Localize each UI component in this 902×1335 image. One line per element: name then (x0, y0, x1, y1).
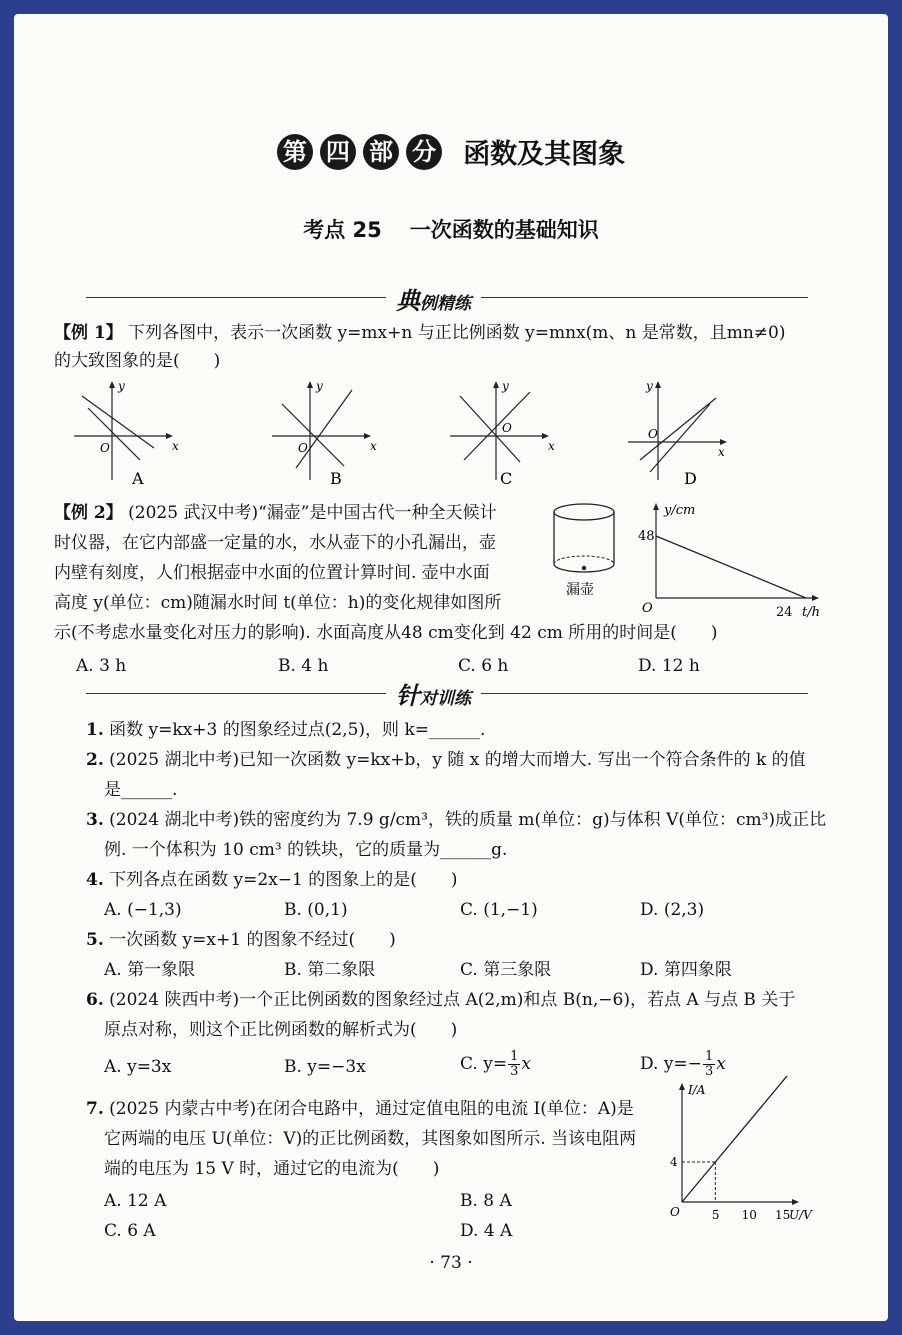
graph-d-x-label: x (718, 445, 725, 459)
vessel-label: 漏壶 (566, 582, 594, 598)
question-4-option-d: D. (2,3) (640, 900, 705, 920)
graph-d-y-arrow (655, 381, 661, 388)
section-label-rest: 例精练 (420, 294, 471, 314)
question-7-number: 7. (86, 1099, 104, 1119)
iu-chart-x-tick-15: 15 (775, 1208, 791, 1222)
question-3-text-1: (2024 湖北中考)铁的密度约为 7.9 g/cm³，铁的质量 m(单位：g)与体积 V(单位：cm³)成正比 (109, 810, 827, 830)
fraction-denominator: 3 (510, 1064, 519, 1079)
iu-chart-y-label: I/A (688, 1083, 706, 1097)
graph-c-option-label: C (500, 469, 513, 488)
graph-c-x-label: x (548, 439, 555, 453)
water-chart-y-label: y/cm (664, 503, 696, 518)
fraction-numerator: 1 (510, 1049, 519, 1064)
iu-chart-y-tick-4: 4 (670, 1155, 678, 1169)
question-4-option-b: B. (0,1) (284, 900, 348, 920)
example-1-tag: 【例 1】 (54, 323, 123, 343)
question-6-line-2: 原点对称，则这个正比例函数的解析式为( ) (104, 1020, 458, 1040)
page-number: · 73 · (429, 1253, 473, 1273)
water-chart-x-label: t/h (802, 605, 820, 620)
question-6-option-c-var: x (521, 1054, 531, 1074)
question-4-number: 4. (86, 870, 104, 890)
question-5-number: 5. (86, 930, 104, 950)
question-6-text-1: (2024 陕西中考)一个正比例函数的图象经过点 A(2,m)和点 B(n,−6)，若点 A 与点 B 关于 (109, 990, 796, 1010)
question-4-text: 下列各点在函数 y=2x−1 的图象上的是( ) (109, 870, 458, 890)
question-6-option-b: B. y=−3x (284, 1057, 366, 1077)
question-7-line-2: 它两端的电压 U(单位：V)的正比例函数，其图象如图所示. 当该电阻两 (104, 1129, 637, 1149)
question-2-line-1 (86, 749, 806, 771)
part-name: 函数及其图象 (463, 139, 626, 170)
current-voltage-chart (664, 1076, 814, 1226)
example-2-option-b: B. 4 h (278, 656, 329, 676)
iu-chart-x-tick-10: 10 (741, 1208, 757, 1222)
example-2-line-4: 高度 y(单位：cm)随漏水时间 t(单位：h)的变化规律如图所 (54, 593, 502, 613)
question-2-number: 2. (86, 750, 104, 770)
water-chart-y-arrow (653, 503, 659, 510)
part-title (14, 132, 888, 171)
example-2-line-1 (54, 502, 496, 524)
graph-a-line-1 (82, 396, 154, 448)
question-4-option-c: C. (1,−1) (460, 900, 538, 920)
iu-chart-x-label: U/V (789, 1208, 812, 1222)
iu-chart-x-tick-5: 5 (711, 1208, 720, 1222)
example-2-line-5: 示(不考虑水量变化对压力的影响). 水面高度从48 cm变化到 42 cm 所用的时间是( ) (54, 623, 718, 643)
question-2-line-2: 是______. (104, 780, 178, 800)
water-chart-x-tick-24: 24 (776, 605, 793, 620)
example-2-option-c: C. 6 h (458, 656, 509, 676)
question-3-line-2: 例. 一个体积为 10 cm³ 的铁块，它的质量为______g. (104, 840, 508, 860)
question-4-option-a: A. (−1,3) (104, 900, 182, 920)
example-2-option-a: A. 3 h (76, 656, 127, 676)
question-4 (86, 869, 458, 891)
section-label-big: 针 (396, 682, 420, 710)
example-1-line-2: 的大致图象的是( ) (54, 351, 221, 371)
part-badge-3: 部 (363, 134, 399, 170)
question-5 (86, 929, 396, 951)
section-label-training (386, 676, 481, 711)
graph-b (272, 376, 382, 488)
graph-c-origin: O (502, 421, 512, 435)
question-3-line-1 (86, 809, 826, 831)
question-6-option-d-fraction (703, 1050, 715, 1079)
graph-b-x-label: x (370, 439, 377, 453)
part-badge-4: 分 (406, 134, 442, 170)
graph-a-line-2 (88, 408, 140, 460)
graph-a-y-label: y (118, 379, 125, 393)
graph-a-origin: O (100, 441, 110, 455)
question-3-number: 3. (86, 810, 104, 830)
iu-chart-y-arrow (679, 1083, 685, 1090)
graph-d-y-label: y (646, 379, 653, 393)
question-6-option-d-prefix: D. y=− (640, 1054, 702, 1074)
question-7-option-c: C. 6 A (104, 1221, 156, 1241)
water-chart-y-tick-48: 48 (638, 529, 655, 544)
graph-c (450, 376, 560, 488)
example-2-text-1: (2025 武汉中考)“漏壶”是中国古代一种全天候计 (128, 503, 497, 523)
fraction-denominator: 3 (704, 1064, 714, 1079)
water-chart-series-line (656, 536, 806, 598)
water-chart-origin: O (642, 601, 653, 616)
question-5-text: 一次函数 y=x+1 的图象不经过( ) (109, 930, 396, 950)
question-5-option-b: B. 第二象限 (284, 960, 376, 980)
question-7-option-a: A. 12 A (104, 1191, 167, 1211)
question-6-option-c-prefix: C. y= (460, 1054, 508, 1074)
question-6-option-c-fraction (508, 1050, 520, 1079)
graph-c-y-label: y (502, 379, 509, 393)
fraction-numerator: 1 (704, 1049, 714, 1064)
question-6-option-d-var: x (716, 1054, 726, 1074)
graph-c-y-arrow (493, 381, 499, 388)
graph-d-option-label: D (684, 469, 697, 488)
graph-a-y-arrow (109, 381, 115, 388)
iu-chart-origin: O (670, 1205, 680, 1219)
question-5-option-a: A. 第一象限 (104, 960, 196, 980)
vessel-hole (582, 566, 586, 570)
topic-title (14, 214, 888, 244)
example-2-tag: 【例 2】 (54, 503, 123, 523)
graph-d-origin: O (648, 427, 658, 441)
graph-b-y-label: y (316, 379, 323, 393)
water-chart-x-arrow (812, 595, 819, 601)
question-6-number: 6. (86, 990, 104, 1010)
question-6-line-1 (86, 989, 795, 1011)
vessel-top-ellipse (554, 504, 614, 520)
graph-a (74, 376, 184, 488)
example-1-line-1 (54, 322, 786, 344)
vessel-figure (546, 500, 626, 600)
question-2-text-1: (2025 湖北中考)已知一次函数 y=kx+b，y 随 x 的增大而增大. 写出一个符合条件的 k 的值 (109, 750, 806, 770)
graph-d-line-2 (650, 404, 710, 472)
question-7-text-1: (2025 内蒙古中考)在闭合电路中，通过定值电阻的电流 I(单位：A)是 (109, 1099, 634, 1119)
vessel-bottom-back (554, 556, 614, 564)
question-1-text: 函数 y=kx+3 的图象经过点(2,5)，则 k=______. (109, 720, 486, 740)
graph-a-option-label: A (132, 469, 144, 488)
example-2-line-2: 时仪器，在它内部盛一定量的水，水从壶下的小孔漏出，壶 (54, 533, 496, 553)
graph-b-option-label: B (330, 469, 342, 488)
question-5-option-c: C. 第三象限 (460, 960, 552, 980)
question-6-option-c (460, 1048, 531, 1080)
section-label-big: 典 (396, 287, 420, 315)
graph-b-y-arrow (307, 381, 313, 388)
graph-b-line-2 (296, 390, 352, 468)
question-7-line-1 (86, 1098, 634, 1120)
example-2-line-3: 内壁有刻度，人们根据壶中水面的位置计算时间. 壶中水面 (54, 563, 490, 583)
iu-chart-x-arrow (792, 1199, 799, 1205)
section-label-examples (386, 281, 481, 316)
question-1-number: 1. (86, 720, 104, 740)
graph-b-origin: O (298, 441, 308, 455)
example-1-text-1: 下列各图中，表示一次函数 y=mx+n 与正比例函数 y=mnx(m、n 是常数，且mn≠0) (128, 323, 786, 343)
example-2-option-d: D. 12 h (638, 656, 700, 676)
question-7-option-d: D. 4 A (460, 1221, 513, 1241)
question-5-option-d: D. 第四象限 (640, 960, 732, 980)
question-1 (86, 719, 485, 741)
topic-name: 一次函数的基础知识 (409, 218, 599, 242)
part-badge-2: 四 (320, 134, 356, 170)
page (14, 14, 888, 1321)
graph-a-x-label: x (172, 439, 179, 453)
topic-number: 考点 25 (303, 218, 382, 242)
graph-c-line-2 (464, 392, 530, 460)
graph-d (628, 376, 738, 488)
question-7-line-3: 端的电压为 15 V 时，通过它的电流为( ) (104, 1159, 440, 1179)
question-6-option-a: A. y=3x (104, 1057, 172, 1077)
part-badge-1: 第 (277, 134, 313, 170)
question-7-option-b: B. 8 A (460, 1191, 512, 1211)
section-label-rest: 对训练 (420, 689, 471, 709)
water-level-chart (634, 494, 834, 622)
